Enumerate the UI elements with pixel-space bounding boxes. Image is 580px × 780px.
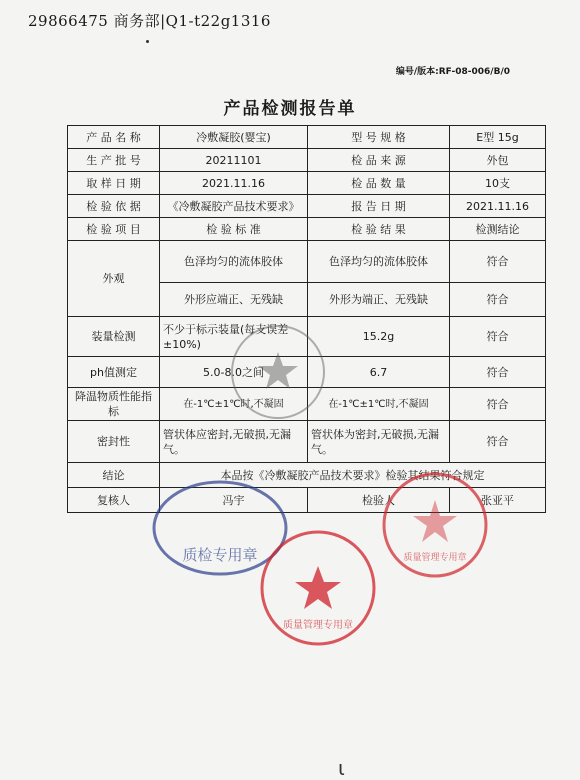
sample-date: 2021.11.16 [160,172,308,195]
conclusion-cell: 符合 [450,317,546,357]
conclusion-cell: 符合 [450,241,546,283]
report-table [67,125,546,513]
item-cell: 密封性 [68,421,160,463]
conclusion-cell: 符合 [450,357,546,388]
product-name-label: 产 品 名 称 [68,126,160,149]
company-stamp-center [258,528,378,648]
source-label: 检 品 来 源 [308,149,450,172]
standard-label: 检 验 标 准 [160,218,308,241]
result-label: 检 验 结 果 [308,218,450,241]
table-row [68,218,546,241]
inspector: 张亚平 [450,488,546,513]
conclusion-cell: 符合 [450,388,546,421]
sample-date-label: 取 样 日 期 [68,172,160,195]
standard-cell: 色泽均匀的流体胶体 [160,241,308,283]
standard-cell: 管状体应密封,无破损,无漏气。 [160,421,308,463]
page-title: 产品检测报告单 [223,99,357,119]
result-cell: 管状体为密封,无破损,无漏气。 [308,421,450,463]
stamp-text: 质量管理专用章 [283,620,353,631]
table-row [68,357,546,388]
item-cell: 外观 [68,241,160,317]
spec-label: 型 号 规 格 [308,126,450,149]
item-cell: ph值测定 [68,357,160,388]
source: 外包 [450,149,546,172]
verdict: 本品按《冷敷凝胶产品技术要求》检验其结果符合规定 [160,463,546,488]
pen-mark: ɩ [338,756,345,780]
table-row [68,421,546,463]
table-row [68,241,546,283]
spec: E型 15g [450,126,546,149]
standard-cell: 不少于标示装量(每支误差±10%) [160,317,308,357]
verdict-label: 结论 [68,463,160,488]
doc-code: 编号/版本:RF-08-006/B/0 [395,67,510,77]
table-row [68,463,546,488]
conclusion-cell: 符合 [450,283,546,317]
item-cell: 装量检测 [68,317,160,357]
basis: 《冷敷凝胶产品技术要求》 [160,195,308,218]
batch-label: 生 产 批 号 [68,149,160,172]
stamp-text: 质检专用章 [182,546,258,564]
standard-cell: 外形应端正、无残缺 [160,283,308,317]
stamp-text: 质量管理专用章 [403,553,467,563]
standard-cell: 5.0-8.0之间 [160,357,308,388]
product-name: 冷敷凝胶(婴宝) [160,126,308,149]
item-cell: 降温物质性能指标 [68,388,160,421]
batch: 20211101 [160,149,308,172]
conclusion-cell: 符合 [450,421,546,463]
table-row [68,488,546,513]
table-row [68,388,546,421]
qty: 10支 [450,172,546,195]
table-row [68,126,546,149]
table-row [68,317,546,357]
report-date-label: 报 告 日 期 [308,195,450,218]
qty-label: 检 品 数 量 [308,172,450,195]
standard-cell: 在-1℃±1℃时,不凝固 [160,388,308,421]
fax-header: 29866475 商务部|Q1-t22g1316 [28,12,271,30]
table-row [68,195,546,218]
result-cell: 6.7 [308,357,450,388]
conclusion-label: 检测结论 [450,218,546,241]
item-label: 检 验 项 目 [68,218,160,241]
result-cell: 色泽均匀的流体胶体 [308,241,450,283]
table-row [68,149,546,172]
result-cell: 外形为端正、无残缺 [308,283,450,317]
report-date: 2021.11.16 [450,195,546,218]
reviewer-label: 复核人 [68,488,160,513]
basis-label: 检 验 依 据 [68,195,160,218]
speck [146,40,149,43]
inspector-label: 检验人 [308,488,450,513]
result-cell: 15.2g [308,317,450,357]
result-cell: 在-1℃±1℃时,不凝固 [308,388,450,421]
table-row [68,172,546,195]
reviewer: 冯宇 [160,488,308,513]
